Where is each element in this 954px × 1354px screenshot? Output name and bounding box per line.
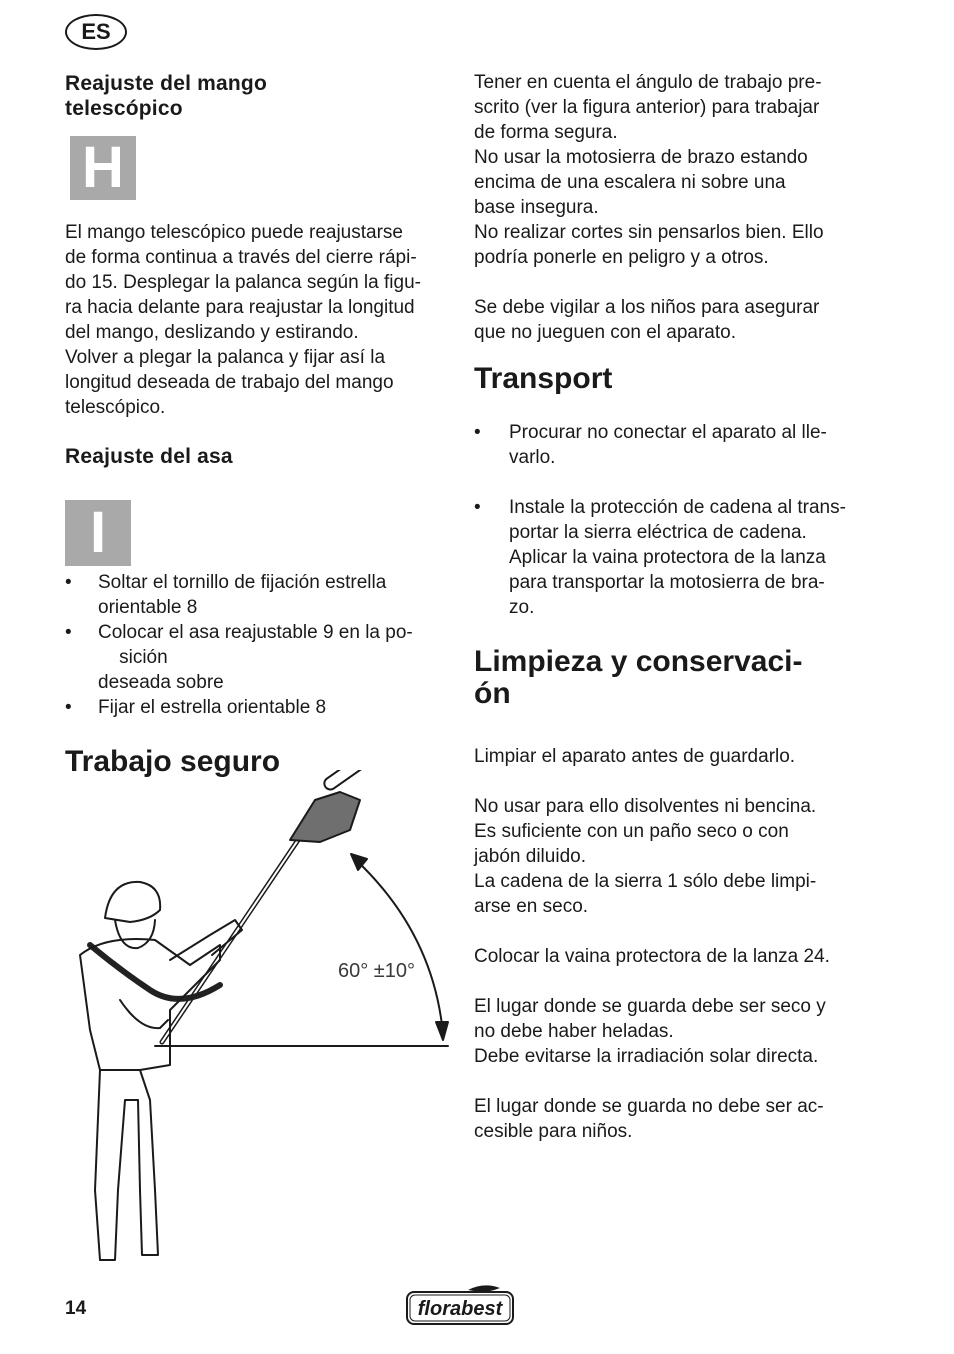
- text-line: El lugar donde se guarda debe ser seco y: [474, 996, 826, 1017]
- cleaning-paragraph: [474, 944, 830, 969]
- text-line: encima de una escalera ni sobre una: [474, 172, 786, 193]
- paragraph-telescopic-handle: [65, 220, 421, 420]
- text-line: varlo.: [509, 447, 556, 468]
- cleaning-paragraph: [474, 794, 830, 919]
- bullet-marker: •: [65, 622, 72, 643]
- bullet-text: [98, 620, 413, 695]
- text-line: de forma segura.: [474, 122, 618, 143]
- paragraph-children: [474, 295, 819, 345]
- text-line: ra hacia delante para reajustar la longitud: [65, 297, 415, 318]
- safe-work-illustration: [60, 770, 460, 1270]
- bullet-text: [509, 420, 827, 470]
- heading-telescopic-handle: Reajuste del mango telescópico: [65, 72, 267, 120]
- text-line: longitud deseada de trabajo del mango: [65, 372, 394, 393]
- text-line: jabón diluido.: [474, 846, 586, 867]
- text-line: Tener en cuenta el ángulo de trabajo pre-: [474, 72, 822, 93]
- florabest-logo: [404, 1282, 516, 1328]
- bullet-text: [509, 495, 846, 620]
- text-line: Limpiar el aparato antes de guardarlo.: [474, 746, 796, 767]
- text-line: Se debe vigilar a los niños para asegurar: [474, 297, 820, 318]
- language-badge: ES: [65, 14, 127, 50]
- text-line: No usar la motosierra de brazo estando: [474, 147, 808, 168]
- figure-i-label: I: [65, 500, 131, 566]
- text-line: cesible para niños.: [474, 1121, 633, 1142]
- text-line: portar la sierra eléctrica de cadena.: [509, 522, 807, 543]
- heading-safe-work: Trabajo seguro: [65, 745, 281, 778]
- text-line: orientable 8: [98, 597, 198, 618]
- text-line: base insegura.: [474, 197, 599, 218]
- page-number: 14: [65, 1298, 87, 1319]
- bullet-marker: •: [65, 572, 72, 593]
- text-line: Debe evitarse la irradiación solar directa.: [474, 1046, 819, 1067]
- svg-text:florabest: florabest: [417, 1298, 503, 1320]
- text-line: La cadena de la sierra 1 sólo debe limpi-: [474, 871, 817, 892]
- text-line: que no jueguen con el aparato.: [474, 322, 736, 343]
- heading-line: ón: [474, 677, 511, 710]
- paragraph-safety: [474, 70, 824, 270]
- text-line: No usar para ello disolventes ni bencina.: [474, 796, 817, 817]
- text-line: do 15. Desplegar la palanca según la figu-: [65, 272, 421, 293]
- text-line: telescópico.: [65, 397, 166, 418]
- figure-h-label: H: [70, 136, 136, 200]
- text-line: Es suficiente con un paño seco o con: [474, 821, 789, 842]
- text-line: Volver a plegar la palanca y fijar así la: [65, 347, 386, 368]
- text-line: Fijar el estrella orientable 8: [98, 697, 327, 718]
- text-line: Aplicar la vaina protectora de la lanza: [509, 547, 826, 568]
- cleaning-paragraph: [474, 1094, 830, 1144]
- cleaning-paragraph: [474, 994, 830, 1069]
- text-line: zo.: [509, 597, 535, 618]
- text-line: de forma continua a través del cierre rápi-: [65, 247, 417, 268]
- transport-bullet-list: [474, 420, 874, 620]
- text-line: sición: [98, 647, 168, 668]
- text-line: Instale la protección de cadena al trans-: [509, 497, 846, 518]
- heading-handle-adjust: Reajuste del asa: [65, 445, 233, 468]
- text-line: arse en seco.: [474, 896, 589, 917]
- bullet-text: [98, 570, 386, 620]
- heading-transport: Transport: [474, 362, 613, 395]
- text-line: del mango, deslizando y estirando.: [65, 322, 359, 343]
- text-line: El lugar donde se guarda no debe ser ac-: [474, 1096, 824, 1117]
- text-line: Soltar el tornillo de fijación estrella: [98, 572, 387, 593]
- cleaning-paragraphs: [474, 744, 830, 1169]
- handle-bullet-list: [65, 570, 445, 725]
- cleaning-paragraph: [474, 744, 830, 769]
- text-line: podría ponerle en peligro y a otros.: [474, 247, 769, 268]
- text-line: para transportar la motosierra de bra-: [509, 572, 825, 593]
- heading-cleaning: [474, 646, 802, 710]
- text-line: Colocar el asa reajustable 9 en la po-: [98, 622, 413, 643]
- text-line: El mango telescópico puede reajustarse: [65, 222, 403, 243]
- bullet-marker: •: [65, 697, 72, 718]
- heading-line: Limpieza y conservaci-: [474, 645, 803, 678]
- text-line: No realizar cortes sin pensarlos bien. Ello: [474, 222, 824, 243]
- text-line: Procurar no conectar el aparato al lle-: [509, 422, 827, 443]
- angle-label: 60° ±10°: [338, 960, 416, 982]
- text-line: deseada sobre: [98, 672, 224, 693]
- text-line: no debe haber heladas.: [474, 1021, 674, 1042]
- text-line: Colocar la vaina protectora de la lanza 24.: [474, 946, 830, 967]
- text-line: scrito (ver la figura anterior) para trabajar: [474, 97, 820, 118]
- bullet-marker: •: [474, 422, 481, 443]
- bullet-text: [98, 695, 326, 720]
- bullet-marker: •: [474, 497, 481, 518]
